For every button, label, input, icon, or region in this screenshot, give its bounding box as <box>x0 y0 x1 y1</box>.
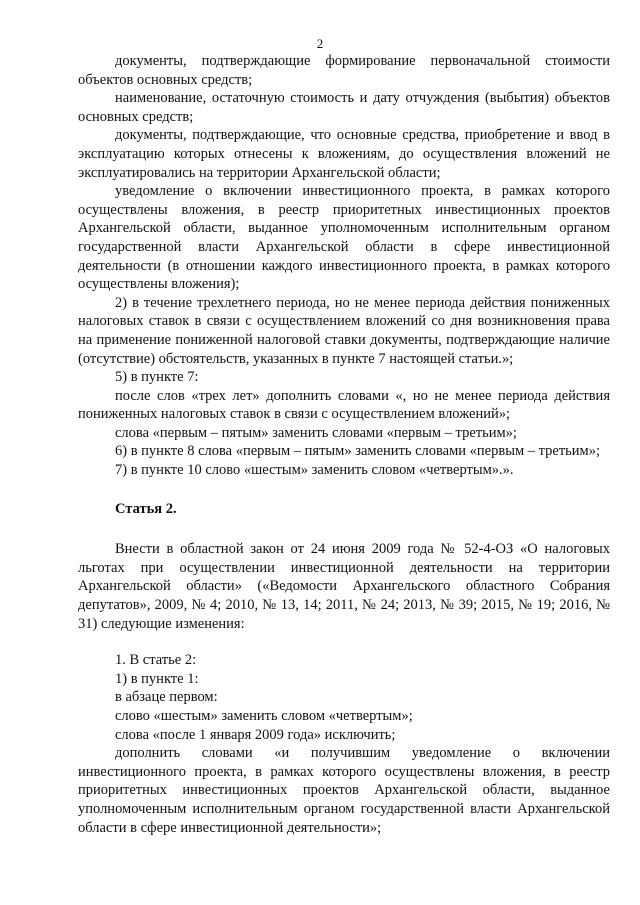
paragraph: 1) в пункте 1: <box>115 670 199 687</box>
paragraph: 6) в пункте 8 слова «первым – пятым» заменить словами «первым – третьим»; <box>115 443 600 460</box>
paragraph: 2) в течение трехлетнего периода, но не менее периода действия пониженных налоговых ставок в связи с осуществлением вложений со дня возникновения права на применение пониженной налоговой ставки документы, подтверждающие наличие (отсутствие) обстоятельств, указанных в пункте 7 настоящей статьи.»; <box>78 294 610 367</box>
paragraph: документы, подтверждающие, что основные средства, приобретение и ввод в эксплуатацию которых отнесены к вложениям, до осуществления вложений не эксплуатировались на территории Архангельской области; <box>78 127 610 181</box>
paragraph: 1. В статье 2: <box>115 652 197 669</box>
paragraph: 5) в пункте 7: <box>115 369 199 386</box>
paragraph: в абзаце первом: <box>115 689 218 706</box>
paragraph: 7) в пункте 10 слово «шестым» заменить словом «четвертым».». <box>115 462 514 479</box>
document-body <box>78 52 610 837</box>
intro-paragraph: Внести в областной закон от 24 июня 2009 года № 52-4-ОЗ «О налоговых льготах при осуществлении инвестиционной деятельности на территории Архангельской области» («Ведомости Архангельского областного Собрания депутатов», 2009, № 4; 2010, № 13, 14; 2011, № 24; 2013, № 39; 2015, № 19; 2016, № 31) следующие изменения: <box>78 541 610 632</box>
paragraph: наименование, остаточную стоимость и дату отчуждения (выбытия) объектов основных средств; <box>78 90 610 125</box>
paragraph: документы, подтверждающие формирование первоначальной стоимости объектов основных средств; <box>78 53 610 88</box>
page-number: 2 <box>316 36 324 51</box>
paragraph: слова «первым – пятым» заменить словами «первым – третьим»; <box>115 424 517 441</box>
paragraph: слова «после 1 января 2009 года» исключить; <box>115 726 396 743</box>
paragraph: слово «шестым» заменить словом «четвертым»; <box>115 708 413 724</box>
paragraph: после слов «трех лет» дополнить словами «, но не менее периода действия пониженных налоговых ставок в связи с осуществлением вложений»; <box>78 387 610 423</box>
paragraph: дополнить словами «и получившим уведомление о включении инвестиционного проекта, в рамках которого осуществлены вложения, в реестр приоритетных инвестиционных проектов Архангельской области, выданное уполномоченным исполнительным органом государственной власти Архангельской области в сфере инвестиционной деятельности»; <box>78 745 610 836</box>
paragraph: уведомление о включении инвестиционного проекта, в рамках которого осуществлены вложения, в реестр приоритетных инвестиционных проектов Архангельской области, выданное уполномоченным исполнительным органом государственной власти Архангельской области в сфере инвестиционной деятельности (в отношении каждого инвестиционного проекта, в рамках которого осуществлены вложения); <box>78 183 610 293</box>
article-heading: Статья 2. <box>115 500 177 517</box>
